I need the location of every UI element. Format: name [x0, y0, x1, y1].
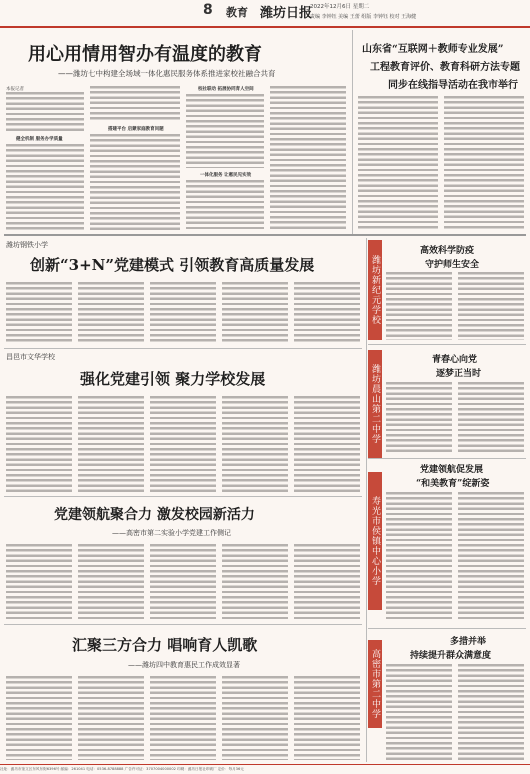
article5-subtitle: ——潍坊四中教育惠民工作成效显著	[128, 661, 240, 669]
sidebar1-title-line3: 同步在线指导活动在我市举行	[388, 80, 518, 91]
article2-text-col4	[222, 282, 288, 344]
right-article2-text-col1	[386, 382, 452, 454]
section-divider-1	[4, 234, 526, 236]
right-article1-text-col2	[458, 272, 524, 340]
right-article1-text-col1	[386, 272, 452, 340]
article5-title: 汇聚三方合力 唱响育人凯歌	[72, 636, 258, 654]
article1-subhead-2: 搭建平台 启蒙家庭教育问题	[108, 127, 164, 132]
right-bar-1: 潍坊新纪元学校	[368, 240, 382, 340]
right-article1-title-line2: 守护师生安全	[425, 260, 480, 270]
article5-text-col1	[6, 676, 72, 760]
article5-text-col2	[78, 676, 144, 760]
article1-subhead-4: 一体化服务 让惠民见实效	[200, 173, 252, 178]
right-article3-title-line1: 党建领航促发展	[420, 465, 484, 475]
article2-text-col5	[294, 282, 360, 344]
sidebar1-text-col1	[358, 96, 438, 230]
right-article4-title-line1: 多措并举	[450, 637, 487, 647]
sidebar1-text-col2	[444, 96, 524, 230]
section-label-2: 昌邑市文华学校	[6, 353, 55, 361]
right-article1-title-line1: 高效科学防疫	[420, 246, 475, 256]
article1-subhead-3: 校社联动 拓展协同育人空间	[198, 87, 254, 92]
column-divider	[352, 30, 353, 235]
article1-subtitle: ——潍坊七中构建全场域一体化惠民服务体系推进家校社融合共育	[58, 69, 276, 78]
right-article3-title-line2: “和美教育”绽新姿	[416, 479, 490, 489]
article2-title: 创新“3+N”党建模式 引领教育高质量发展	[30, 256, 315, 274]
article3-text-col5	[294, 396, 360, 492]
article1-text-col2b	[90, 134, 180, 230]
article2-text-col2	[78, 282, 144, 344]
article1-text-col4	[270, 86, 346, 230]
sidebar1-title-line2: 工程教育评价、教育科研方法专题	[370, 62, 520, 73]
date-line: 2022年12月6日 星期二	[310, 4, 370, 10]
article4-text-col2	[78, 544, 144, 620]
article4-text-col5	[294, 544, 360, 620]
editors-line: 责编 李钟钰 美编 王蕾 组版 李钟钰 校对 王海健	[310, 14, 417, 20]
article1-text-col1a	[6, 92, 84, 132]
right-article3-text-col2	[458, 492, 524, 622]
article4-subtitle: ——高密市第二实验小学党建工作侧记	[112, 529, 231, 537]
paper-name: 潍坊日报	[260, 6, 313, 21]
sidebar1-title-line1: 山东省“互联网＋教师专业发展”	[362, 44, 504, 55]
article1-title: 用心用情用智办有温度的教育	[28, 44, 262, 65]
footer: 社址：潍坊市奎文区东风东街6396号 邮编：261041 电话：0536-8788888 广告许可证：3707004000002 印刷：潍坊日报社印刷厂 定价：每月36元	[0, 764, 530, 774]
article4-text-col1	[6, 544, 72, 620]
right-article2-text-col2	[458, 382, 524, 454]
article3-text-col1	[6, 396, 72, 492]
article4-text-col3	[150, 544, 216, 620]
article4-text-col4	[222, 544, 288, 620]
article5-text-col4	[222, 676, 288, 760]
article1-text-col3a	[186, 94, 264, 168]
right-article3-text-col1	[386, 492, 452, 622]
section-label-1: 潍坊钢铁小学	[6, 241, 48, 249]
right-article4-text-col2	[458, 664, 524, 760]
article1-byline: 本报记者	[6, 87, 24, 92]
article4-title: 党建领航聚合力 激发校园新活力	[54, 507, 255, 523]
article5-text-col5	[294, 676, 360, 760]
section-name: 教育	[226, 6, 248, 19]
article1-text-col1b	[6, 144, 84, 230]
article1-text-col3b	[186, 180, 264, 230]
right-bar-3: 寿光市侯镇中心小学	[368, 472, 382, 610]
article3-text-col4	[222, 396, 288, 492]
article2-text-col1	[6, 282, 72, 344]
right-divider-1	[368, 344, 526, 345]
right-divider-2	[368, 458, 526, 459]
section-divider-2	[4, 348, 362, 349]
right-bar-4: 高密市第二中学	[368, 640, 382, 728]
article3-text-col2	[78, 396, 144, 492]
article2-text-col3	[150, 282, 216, 344]
right-divider-3	[368, 628, 526, 629]
right-article4-text-col1	[386, 664, 452, 760]
right-article4-title-line2: 持续提升群众满意度	[410, 651, 492, 661]
right-article2-title-line2: 逐梦正当时	[436, 369, 482, 379]
article3-text-col3	[150, 396, 216, 492]
right-article2-title-line1: 青春心向党	[432, 355, 478, 365]
section-divider-3	[4, 496, 362, 497]
right-column-divider	[366, 238, 367, 762]
section-divider-4	[4, 624, 362, 625]
article1-text-col2a	[90, 86, 180, 122]
page-number: 8	[203, 2, 213, 18]
right-bar-2: 潍坊晨山第二中学	[368, 350, 382, 458]
article1-subhead-1: 健全机制 服务办学质量	[16, 137, 63, 142]
article3-title: 强化党建引领 聚力学校发展	[80, 370, 266, 388]
article5-text-col3	[150, 676, 216, 760]
